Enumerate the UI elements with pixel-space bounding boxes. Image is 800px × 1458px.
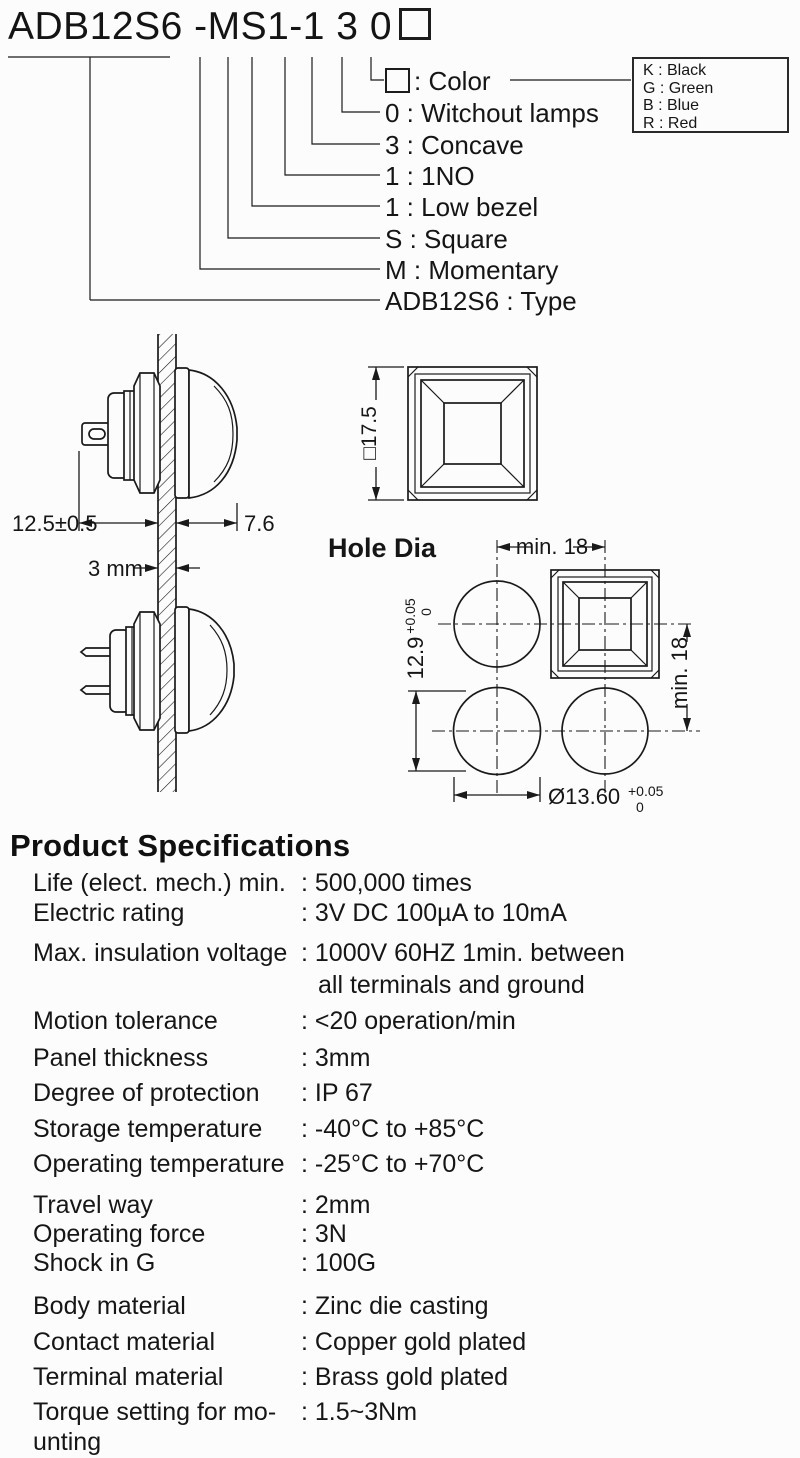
spec-row-electric-rating <box>0 899 800 929</box>
spec-label: Degree of protection <box>33 1079 260 1107</box>
spec-label: Torque setting for mo- <box>33 1398 277 1426</box>
spec-row-degree-of-protection <box>0 1079 800 1109</box>
spec-value: : 1.5~3Nm <box>301 1398 418 1426</box>
spec-label: Panel thickness <box>33 1044 209 1072</box>
spec-row-terminal-material <box>0 1363 800 1393</box>
color-box-symbol-icon <box>385 68 410 93</box>
spec-label: Max. insulation voltage <box>33 939 288 967</box>
callout-low-bezel: 1 : Low bezel <box>385 192 539 222</box>
callout-momentary: M : Momentary <box>385 255 559 285</box>
spec-label: Travel way <box>33 1191 153 1219</box>
spec-row-panel-thickness <box>0 1044 800 1074</box>
dim-across-flats-tol-plus: +0.05 <box>402 598 418 634</box>
1no-callout-line <box>285 57 380 175</box>
callout-color: : Color <box>385 66 491 96</box>
dim-hole-diameter-tol-plus: +0.05 <box>628 783 664 799</box>
dim-front-of-panel: 7.6 <box>244 511 275 536</box>
spec-label: Shock in G <box>33 1249 156 1277</box>
legend-item-blue: B : Blue <box>643 97 700 114</box>
spec-value: : 3N <box>301 1220 347 1248</box>
spec-value: : -25°C to +70°C <box>301 1150 485 1178</box>
spec-value: : 1000V 60HZ 1min. between <box>301 939 625 967</box>
spec-label: Life (elect. mech.) min. <box>33 869 286 897</box>
spec-row-max-insulation-voltage <box>0 939 800 999</box>
spec-label: Storage temperature <box>33 1115 263 1143</box>
side-view-upper-button <box>82 368 237 498</box>
dim-behind-panel: 12.5±0.5 <box>12 511 98 536</box>
dim-panel-thickness: 3 mm <box>88 556 143 581</box>
spec-label: Motion tolerance <box>33 1007 218 1035</box>
spec-label-line2: unting <box>33 1428 102 1456</box>
callout-type: ADB12S6 : Type <box>385 286 577 316</box>
spec-label: Operating temperature <box>33 1150 285 1178</box>
dim-pitch-horizontal: min. 18 <box>515 534 589 559</box>
spec-value-line2: all terminals and ground <box>318 971 585 999</box>
color-callout-line <box>371 57 384 80</box>
type-callout-line <box>8 57 380 300</box>
low-bezel-callout-line <box>252 57 380 206</box>
color-legend-box <box>632 57 789 133</box>
legend-item-red: R : Red <box>643 114 698 132</box>
spec-value: : 3mm <box>301 1044 371 1072</box>
spec-row-operating-force <box>0 1220 800 1250</box>
spec-row-life <box>0 869 800 899</box>
momentary-callout-line <box>200 57 380 269</box>
side-view-lower-button <box>81 607 234 733</box>
spec-row-storage-temperature <box>0 1115 800 1145</box>
without-lamps-callout-line <box>342 57 380 112</box>
spec-row-motion-tolerance <box>0 1007 800 1037</box>
dim-pitch-vertical: min. 18 <box>667 636 692 710</box>
spec-row-travel-way <box>0 1191 800 1221</box>
callout-square: S : Square <box>385 224 508 254</box>
spec-value: : 100G <box>301 1249 377 1277</box>
hole-pattern-drawing <box>432 540 700 794</box>
legend-item-black: K : Black <box>643 62 707 79</box>
spec-value: : 2mm <box>301 1191 371 1219</box>
spec-value: : -40°C to +85°C <box>301 1115 485 1143</box>
spec-value: : <20 operation/min <box>301 1007 516 1035</box>
spec-value: : Copper gold plated <box>301 1328 527 1356</box>
legend-item-green: G : Green <box>643 79 714 97</box>
spec-row-torque-setting <box>0 1398 800 1456</box>
dim-bezel-size: □17.5 <box>358 406 381 460</box>
part-number-text: ADB12S6 -MS1-1 3 0 <box>8 5 393 48</box>
spec-value: : Zinc die casting <box>301 1292 489 1320</box>
dim-across-flats: 12.9 <box>403 636 428 680</box>
callout-concave: 3 : Concave <box>385 130 524 160</box>
callout-1no: 1 : 1NO <box>385 161 475 191</box>
square-callout-line <box>228 57 380 238</box>
spec-label: Contact material <box>33 1328 216 1356</box>
spec-value: : 500,000 times <box>301 869 472 897</box>
dim-across-flats-tol-zero: 0 <box>418 608 434 616</box>
hole-pattern-dimensions <box>402 534 692 815</box>
dim-hole-diameter-tol-zero: 0 <box>636 799 644 815</box>
spec-row-contact-material <box>0 1328 800 1358</box>
spec-label: Operating force <box>33 1220 206 1248</box>
concave-callout-line <box>312 57 380 144</box>
spec-label: Terminal material <box>33 1363 224 1391</box>
spec-row-operating-temperature <box>0 1150 800 1180</box>
spec-label: Electric rating <box>33 899 185 927</box>
spec-value: : IP 67 <box>301 1079 373 1107</box>
specs-heading: Product Specifications <box>10 828 351 863</box>
spec-row-shock <box>0 1249 800 1279</box>
front-view-square-button <box>408 367 537 500</box>
technical-drawings <box>0 328 800 825</box>
dim-hole-diameter: Ø13.60 <box>548 784 621 809</box>
front-view-dimension <box>358 367 404 500</box>
spec-row-body-material <box>0 1292 800 1322</box>
hole-dia-title: Hole Dia <box>328 533 437 563</box>
spec-label: Body material <box>33 1292 186 1320</box>
spec-value: : Brass gold plated <box>301 1363 509 1391</box>
callout-without-lamps: 0 : Witchout lamps <box>385 98 599 128</box>
spec-value: : 3V DC 100µA to 10mA <box>301 899 567 927</box>
